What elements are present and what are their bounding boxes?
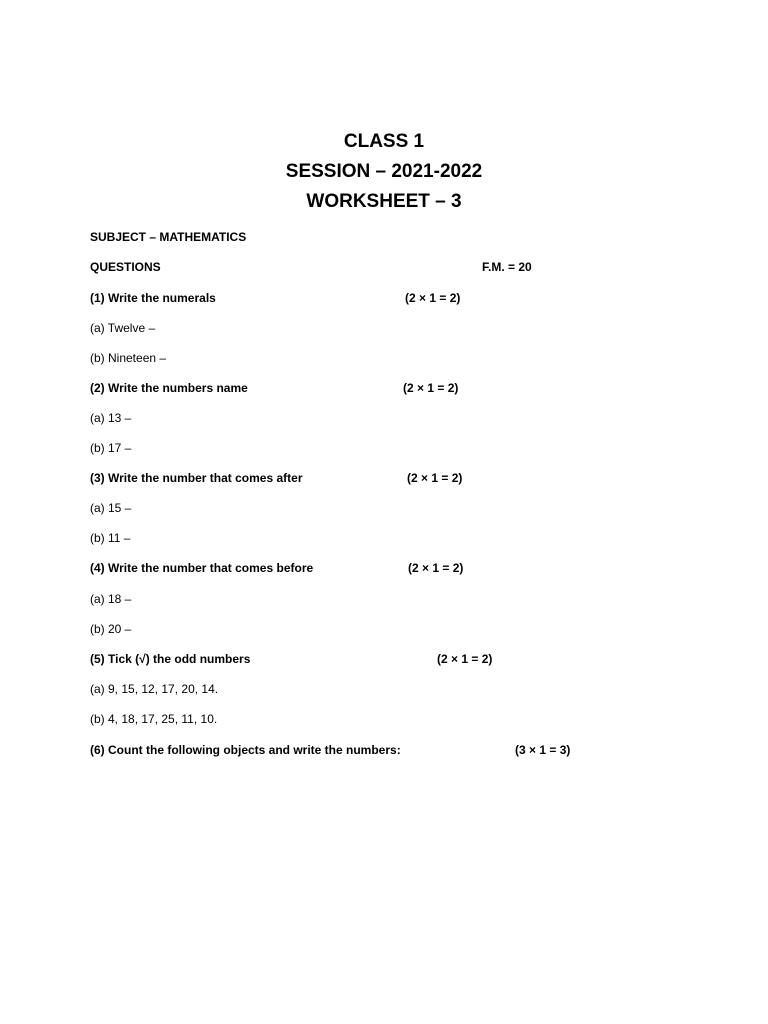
worksheet-title: WORKSHEET – 3 [306, 191, 462, 212]
question-2-item-b: (b) 17 – [90, 441, 132, 455]
question-1-item-a: (a) Twelve – [90, 321, 156, 335]
question-4-marks: (2 × 1 = 2) [408, 561, 464, 575]
question-6 [90, 742, 401, 758]
question-text: Tick (√) the odd numbers [108, 652, 251, 666]
question-text: Write the numerals [108, 291, 216, 305]
question-4-item-a: (a) 18 – [90, 592, 132, 606]
question-text: Write the number that comes before [108, 561, 314, 575]
question-text: Count the following objects and write the numbers: [108, 743, 401, 757]
question-number: (1) [90, 291, 105, 305]
question-1-marks: (2 × 1 = 2) [405, 291, 461, 305]
question-5-item-a: (a) 9, 15, 12, 17, 20, 14. [90, 682, 219, 696]
question-number: (4) [90, 561, 105, 575]
question-5-item-b: (b) 4, 18, 17, 25, 11, 10. [90, 712, 218, 726]
questions-label: QUESTIONS [90, 260, 161, 274]
question-number: (5) [90, 652, 105, 666]
question-5 [90, 651, 250, 667]
question-4-item-b: (b) 20 – [90, 622, 132, 636]
question-text: Write the numbers name [108, 381, 248, 395]
question-3-item-a: (a) 15 – [90, 501, 132, 515]
question-text: Write the number that comes after [108, 471, 303, 485]
question-2 [90, 380, 248, 396]
session-title: SESSION – 2021-2022 [285, 161, 483, 182]
question-number: (6) [90, 743, 105, 757]
subject-line: SUBJECT – MATHEMATICS [90, 230, 247, 244]
question-3 [90, 470, 303, 486]
question-number: (3) [90, 471, 105, 485]
question-number: (2) [90, 381, 105, 395]
class-title: CLASS 1 [343, 131, 425, 152]
question-2-item-a: (a) 13 – [90, 411, 132, 425]
question-6-marks: (3 × 1 = 3) [515, 743, 571, 757]
question-5-marks: (2 × 1 = 2) [437, 652, 493, 666]
question-4 [90, 560, 313, 576]
question-1 [90, 290, 216, 306]
question-2-marks: (2 × 1 = 2) [403, 381, 459, 395]
question-3-marks: (2 × 1 = 2) [407, 471, 463, 485]
question-1-item-b: (b) Nineteen – [90, 351, 167, 365]
question-3-item-b: (b) 11 – [90, 531, 131, 545]
full-marks: F.M. = 20 [482, 260, 532, 274]
